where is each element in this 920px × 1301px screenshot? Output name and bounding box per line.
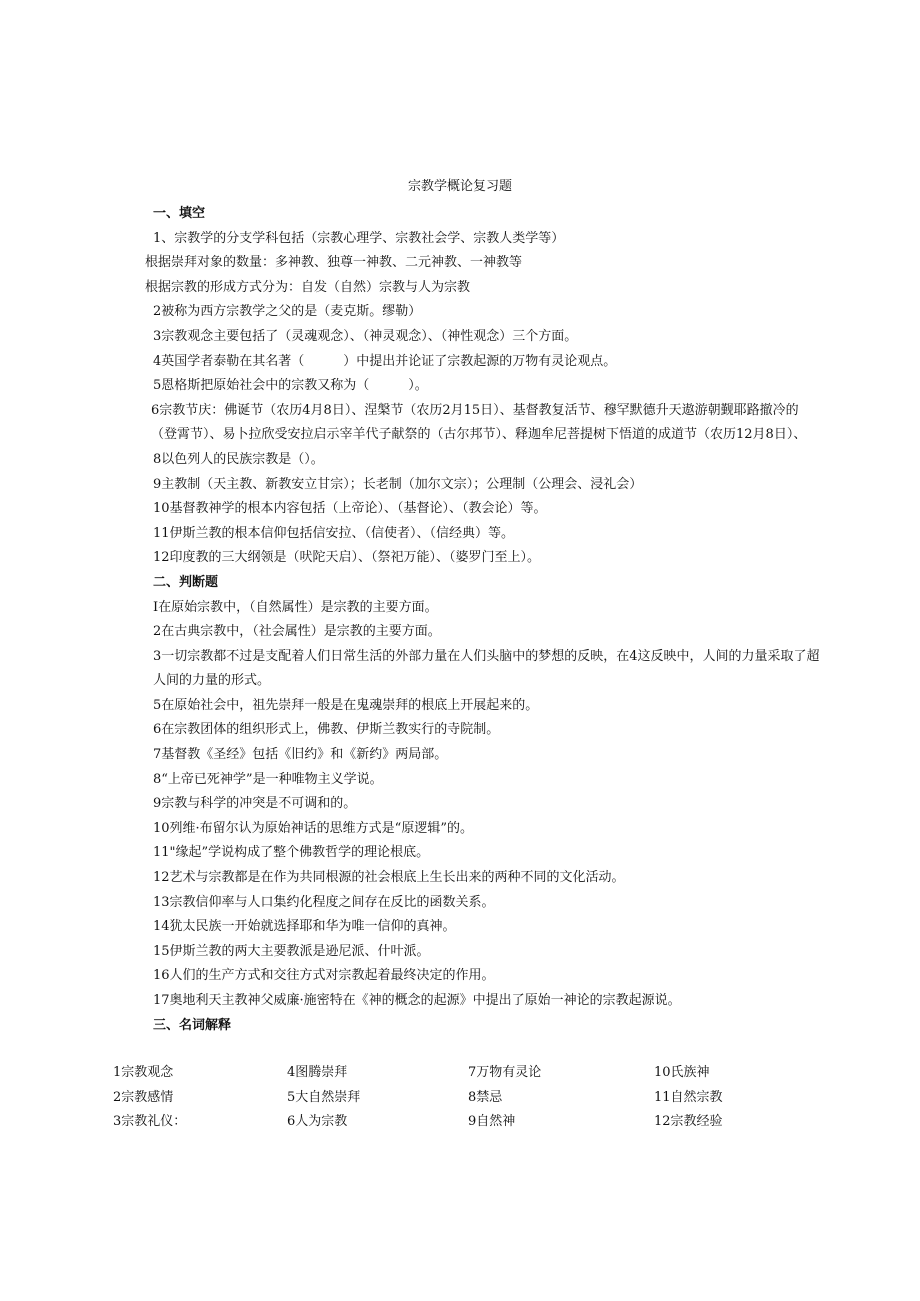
list-item: 2在古典宗教中，（社会属性）是宗教的主要方面。 — [153, 624, 441, 640]
glossary-table — [113, 1061, 833, 1135]
list-item: 9主教制（天主教、新教安立甘宗）；长老制（加尔文宗）；公理制（公理会、浸礼会） — [153, 476, 643, 492]
list-item: 17奥地利天主教神父威廉·施密特在《神的概念的起源》中提出了原始一神论的宗教起源说。 — [153, 993, 681, 1008]
table-cell: 11自然宗教 — [654, 1089, 723, 1105]
table-cell: 10氏族神 — [654, 1065, 710, 1080]
list-item: 2被称为西方宗教学之父的是（麦克斯。缪勒） — [153, 304, 422, 320]
table-cell: 4图腾崇拜 — [287, 1065, 348, 1080]
table-cell: 2宗教感情 — [113, 1089, 174, 1105]
list-item: 11"缘起”学说构成了整个佛教哲学的理论根底。 — [153, 845, 430, 861]
list-item: 13宗教信仰率与人口集约化程度之间存在反比的函数关系。 — [153, 894, 495, 910]
list-item: 根据宗教的形成方式分为：自发（自然）宗教与人为宗教 — [145, 279, 471, 295]
list-item: 8以色列人的民族宗教是（）。 — [153, 451, 324, 467]
list-item: 14犹太民族一开始就选择耶和华为唯一信仰的真神。 — [153, 919, 456, 935]
list-item: 3宗教观念主要包括了（灵魂观念）、（神灵观念）、（神性观念）三个方面。 — [153, 328, 578, 344]
list-item: 12艺术与宗教都是在作为共同根源的社会根底上生长出来的两种不同的文化活动。 — [153, 870, 625, 886]
section-heading-fill-in: 一、填空 — [153, 206, 206, 221]
document-body — [145, 202, 821, 1038]
list-item: 12印度教的三大纲领是（吠陀天启）、（祭祀万能）、（婆罗门至上）。 — [153, 550, 541, 566]
table-cell: 8禁忌 — [468, 1089, 503, 1105]
table-row — [113, 1061, 833, 1086]
list-item: 3一切宗教都不过是支配着人们日常生活的外部力量在人们头脑中的梦想的反映，在4这反映中，人间的力量采取了超人间的力量的形式。 — [153, 648, 820, 689]
table-cell: 9自然神 — [468, 1114, 516, 1130]
table-cell: 12宗教经验 — [654, 1114, 723, 1130]
list-item: 1、宗教学的分支学科包括（宗教心理学、宗教社会学、宗教人类学等） — [153, 230, 565, 246]
list-item: I在原始宗教中，（自然属性）是宗教的主要方面。 — [153, 599, 438, 615]
list-item: 5恩格斯把原始社会中的宗教又称为（ ）。 — [153, 378, 428, 394]
list-item: 10基督教神学的根本内容包括（上帝论）、（基督论）、（教会论）等。 — [153, 501, 547, 517]
list-item: 9宗教与科学的冲突是不可调和的。 — [153, 796, 357, 812]
table-cell: 3宗教礼仪： — [113, 1114, 187, 1130]
table-cell: 6人为宗教 — [287, 1114, 348, 1130]
list-item: 6在宗教团体的组织形式上，佛教、伊斯兰教实行的寺院制。 — [153, 722, 500, 738]
table-cell: 5大自然崇拜 — [287, 1089, 361, 1105]
list-item: 8“上帝已死神学”是一种唯物主义学说。 — [153, 771, 383, 787]
list-item: 5在原始社会中，祖先崇拜一般是在鬼魂崇拜的根底上开展起来的。 — [153, 697, 539, 713]
document-title: 宗教学概论复习题 — [407, 179, 512, 194]
section-heading-true-false: 二、判断题 — [153, 574, 219, 590]
list-item: 11伊斯兰教的根本信仰包括信安拉、（信使者）、（信经典）等。 — [153, 525, 515, 541]
list-item: 7基督教《圣经》包括《旧约》和《新约》两局部。 — [153, 747, 448, 763]
section-heading-glossary: 三、名词解释 — [153, 1017, 232, 1033]
list-item: 根据崇拜对象的数量：多神教、独尊一神教、二元神教、一神教等 — [145, 255, 523, 271]
list-item: 6宗教节庆：佛诞节（农历4月8日）、涅槃节（农历2月15日）、基督教复活节、穆罕默德升天遨游朝觐耶路撤冷的（登霄节）、易卜拉欣受安拉启示宰羊代子献祭的（古尔邦节）、释迦牟尼菩提树下悟道的成道节（农历12月8日）、 — [151, 402, 807, 443]
table-row — [113, 1086, 833, 1111]
table-cell: 7万物有灵论 — [468, 1065, 542, 1080]
table-cell: 1宗教观念 — [113, 1065, 174, 1080]
list-item: 15伊斯兰教的两大主要教派是逊尼派、什叶派。 — [153, 943, 430, 959]
list-item: 4英国学者泰勒在其名著（ ）中提出并论证了宗教起源的万物有灵论观点。 — [153, 353, 617, 369]
list-item: 10列维·布留尔认为原始神话的思维方式是“原逻辑”的。 — [153, 820, 473, 836]
list-item: 16人们的生产方式和交往方式对宗教起着最终决定的作用。 — [153, 968, 495, 984]
table-row — [113, 1110, 833, 1135]
